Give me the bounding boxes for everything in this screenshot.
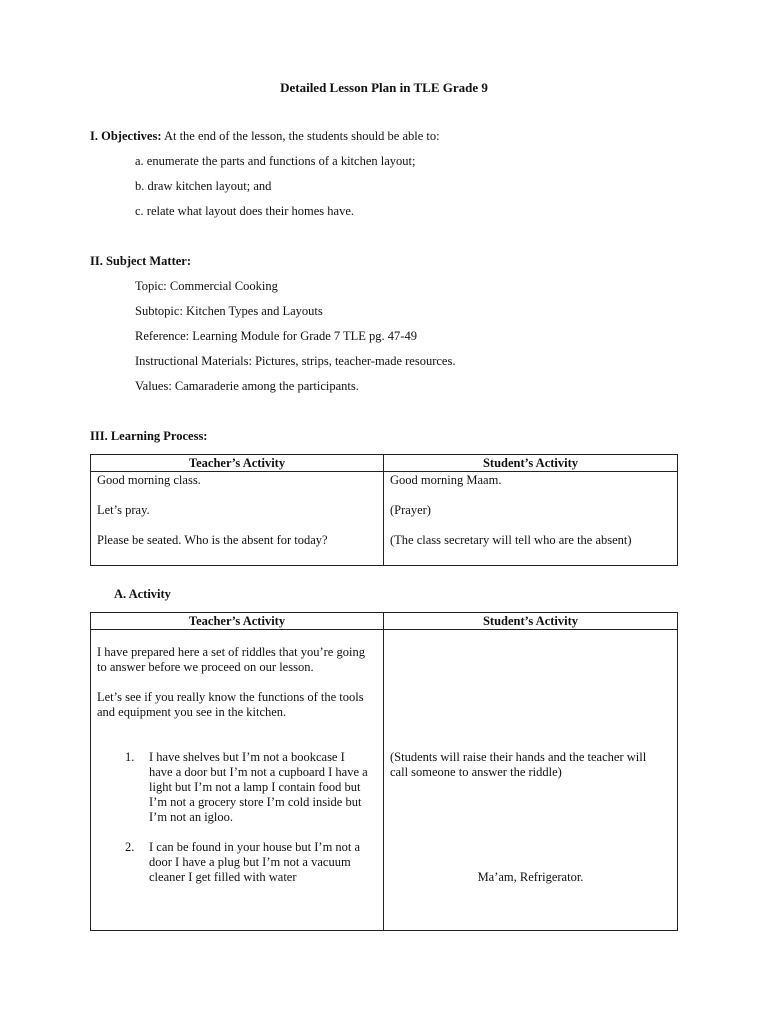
objective-item: b. draw kitchen layout; and bbox=[135, 179, 272, 193]
riddle-number: 2. bbox=[125, 840, 135, 854]
student-answer: Ma’am, Refrigerator. bbox=[477, 870, 584, 884]
document-title: Detailed Lesson Plan in TLE Grade 9 bbox=[280, 80, 488, 95]
objectives-line bbox=[90, 129, 440, 144]
riddle-list bbox=[97, 750, 377, 885]
table-row bbox=[91, 630, 678, 931]
student-line: Good morning Maam. bbox=[390, 473, 502, 487]
riddle-text: I have shelves but I’m not a bookcase I have a door but I’m not a cupboard I have a light but I’m not a lamp I contain food but I’m not a grocery store I’m cold inside but I’m not an igloo. bbox=[149, 750, 368, 824]
student-line: (The class secretary will tell who are the absent) bbox=[390, 533, 632, 547]
subject-item: Instructional Materials: Pictures, strips, teacher-made resources. bbox=[135, 354, 456, 368]
table-header-row bbox=[91, 455, 678, 472]
subject-item: Subtopic: Kitchen Types and Layouts bbox=[135, 304, 323, 318]
teacher-activity-header: Teacher’s Activity bbox=[91, 455, 384, 472]
teacher-cell bbox=[91, 630, 384, 931]
subject-item: Topic: Commercial Cooking bbox=[135, 279, 278, 293]
student-note: (Students will raise their hands and the teacher will call someone to answer the riddle) bbox=[390, 750, 647, 779]
learning-process-table bbox=[90, 454, 678, 566]
riddle-text: I can be found in your house but I’m not a door I have a plug but I’m not a vacuum cleaner I get filled with water bbox=[149, 840, 361, 884]
learning-process-heading: III. Learning Process: bbox=[90, 429, 208, 443]
subject-matter-heading: II. Subject Matter: bbox=[90, 254, 192, 268]
teacher-activity-header: Teacher’s Activity bbox=[91, 613, 384, 630]
activity-heading: A. Activity bbox=[114, 587, 171, 601]
student-activity-header: Student’s Activity bbox=[384, 613, 678, 630]
activity-table bbox=[90, 612, 678, 931]
list-item bbox=[97, 750, 377, 825]
table-row bbox=[91, 472, 678, 566]
table-header-row bbox=[91, 613, 678, 630]
subject-item: Reference: Learning Module for Grade 7 TLE pg. 47-49 bbox=[135, 329, 417, 343]
objectives-intro: At the end of the lesson, the students should be able to: bbox=[163, 129, 440, 143]
student-cell bbox=[384, 630, 678, 931]
teacher-line: Good morning class. bbox=[97, 473, 201, 487]
student-activity-header: Student’s Activity bbox=[384, 455, 678, 472]
teacher-cell bbox=[91, 472, 384, 566]
student-cell bbox=[384, 472, 678, 566]
list-item bbox=[97, 840, 377, 885]
teacher-paragraph: I have prepared here a set of riddles that you’re going to answer before we proceed on our lesson. bbox=[97, 645, 365, 674]
teacher-line: Please be seated. Who is the absent for today? bbox=[97, 533, 328, 547]
riddle-number: 1. bbox=[125, 750, 135, 764]
student-line: (Prayer) bbox=[390, 503, 431, 517]
subject-item: Values: Camaraderie among the participants. bbox=[135, 379, 359, 393]
objective-item: a. enumerate the parts and functions of a kitchen layout; bbox=[135, 154, 416, 168]
objective-item: c. relate what layout does their homes have. bbox=[135, 204, 355, 218]
teacher-line: Let’s pray. bbox=[97, 503, 150, 517]
teacher-paragraph: Let’s see if you really know the functions of the tools and equipment you see in the kitchen. bbox=[97, 690, 364, 719]
objectives-heading: I. Objectives: bbox=[90, 129, 162, 143]
